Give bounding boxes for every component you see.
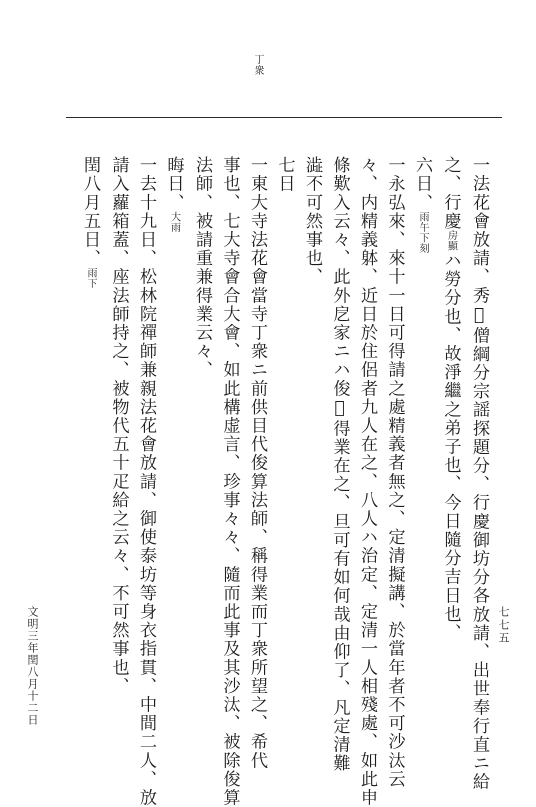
text-column	[380, 156, 408, 789]
date-heading: 晦日、	[163, 156, 184, 212]
date-heading: 六日、	[412, 156, 432, 212]
column-text: 條歎入云々、此外戹家ニハ俊𢓦得業在之、旦可有如何哉由仰了、凡定清難	[329, 156, 350, 773]
date-heading: 閏八月五日、	[80, 156, 100, 268]
column-text: 事也、七大寺會合大會、如此構虚言、珍事々々、隨而此事及其沙汰、被除俊算	[219, 156, 240, 807]
text-column	[132, 156, 160, 807]
text-column	[353, 156, 381, 807]
text-column	[104, 156, 132, 762]
text-column	[408, 156, 437, 762]
column-text: 一法花會放請、秀𢓦僧綱分宗謡探題分、行慶御坊分各放請、出世奉行直ニ給	[469, 156, 489, 792]
text-column	[243, 156, 271, 770]
weather-note: 雨下	[85, 267, 96, 289]
text-column	[298, 156, 326, 762]
text-column	[215, 156, 243, 807]
text-column	[76, 156, 105, 762]
text-column	[270, 156, 298, 762]
text-column	[188, 156, 216, 762]
column-text: 一東大寺法花會當寺丁衆ニ前供目代俊算法師、稱得業而丁衆所望之、希代	[247, 156, 267, 770]
column-text: 法師、被請重兼得業云々、	[192, 156, 212, 380]
main-text-block	[76, 156, 493, 807]
text-column	[465, 156, 493, 792]
column-text: 之、行慶	[440, 156, 461, 231]
date-heading: 七日	[274, 156, 295, 194]
column-text: 々、内精義躰、近日於住侶者九人在之、八人ハ治定、定清一人相殘處、如此申	[357, 156, 377, 807]
page-header-title: 丁衆	[252, 54, 263, 76]
column-text: 一永弘來、來十一日可得請之處精義者無之、定清擬講、於當年者不可沙汰云	[384, 156, 405, 789]
text-column	[325, 156, 353, 773]
interlinear-note: 房	[445, 230, 457, 241]
running-footer-date: 文明三年閏八月十二日	[26, 606, 39, 726]
text-column	[436, 156, 465, 762]
column-text: 一去十九日、松林院禪師兼親法花會放請、御使泰坊等身衣指貫、中間二人、放	[136, 156, 156, 807]
page-number: 七七五	[497, 606, 510, 645]
column-text: 請入蘿箱蓋、座法師持之、被物代五十疋給之云々、不可然事也、	[108, 156, 129, 696]
weather-note: 大雨	[168, 211, 180, 233]
header-rule	[66, 117, 502, 118]
column-text: 澁不可然事也、	[302, 156, 322, 287]
text-column	[159, 156, 188, 762]
column-text: ハ勞分也、故淨繼之弟子也、今日隨分吉日也、	[440, 251, 461, 643]
interlinear-note: 顯	[445, 240, 457, 252]
weather-note: 雨午下刻	[417, 211, 428, 254]
